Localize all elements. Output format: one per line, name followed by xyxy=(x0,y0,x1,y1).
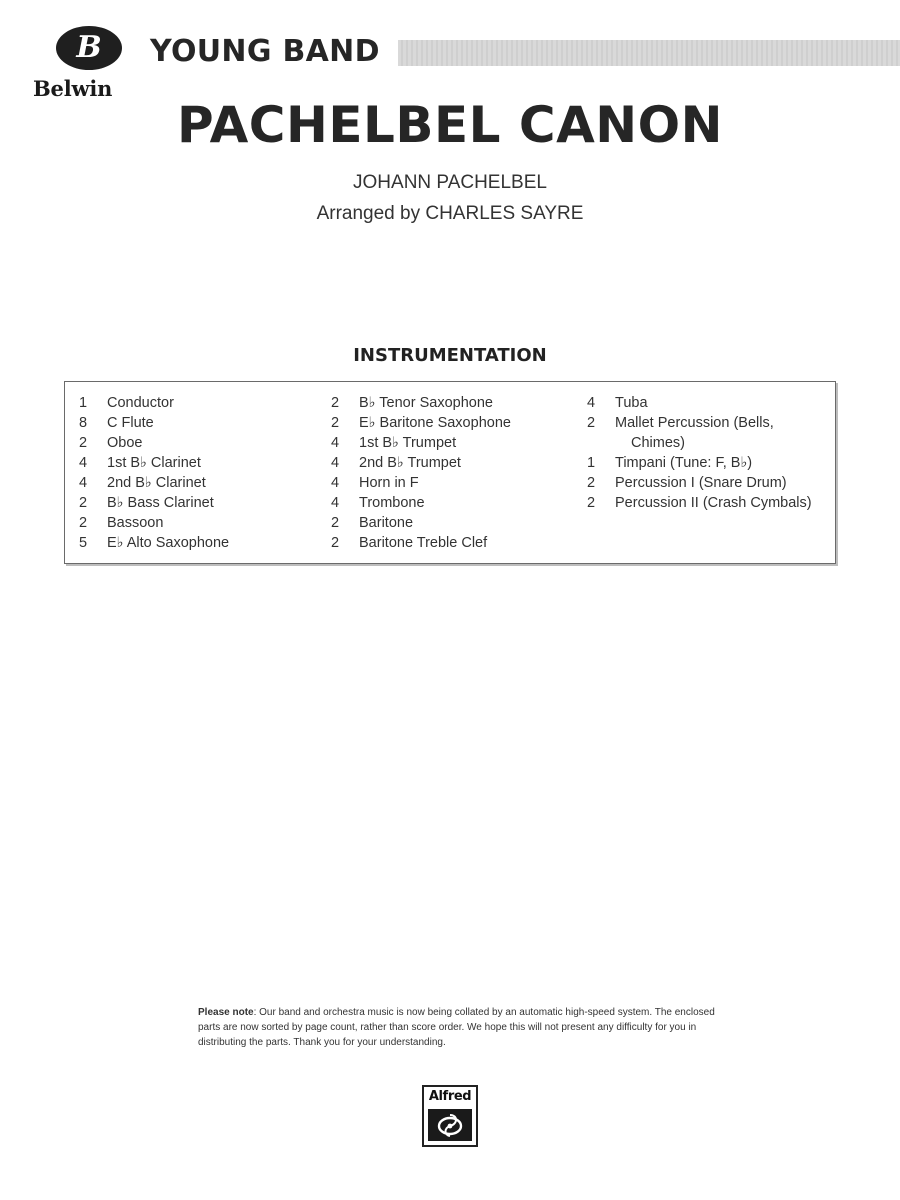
instrument-row xyxy=(79,393,329,413)
instrument-qty: 4 xyxy=(331,435,340,451)
page-title: PACHELBEL CANON xyxy=(177,96,723,154)
instrumentation-column-1 xyxy=(79,393,329,553)
treble-clef-icon xyxy=(431,1112,469,1138)
instrument-name: Percussion II (Crash Cymbals) xyxy=(615,495,812,511)
instrument-qty: 2 xyxy=(587,495,596,511)
instrument-name: C Flute xyxy=(107,415,154,431)
instrument-name: Baritone Treble Clef xyxy=(359,535,488,551)
instrument-qty: 2 xyxy=(79,495,88,511)
instrument-qty: 1 xyxy=(79,395,88,411)
instrument-name: B♭ Tenor Saxophone xyxy=(359,395,493,411)
instrument-row xyxy=(587,393,837,413)
instrument-name: B♭ Bass Clarinet xyxy=(107,495,214,511)
instrument-qty: 4 xyxy=(331,495,340,511)
publisher-name: Belwin xyxy=(33,76,113,101)
instrument-row xyxy=(331,453,581,473)
instrument-name-line2: Chimes) xyxy=(631,435,685,451)
instrument-qty: 4 xyxy=(79,475,88,491)
alfred-emblem-icon xyxy=(428,1109,472,1141)
instrument-row xyxy=(331,533,581,553)
instrument-qty: 2 xyxy=(331,415,340,431)
instrument-qty: 8 xyxy=(79,415,88,431)
instrument-row xyxy=(331,513,581,533)
instrument-row xyxy=(79,433,329,453)
instrument-name-line1: Mallet Percussion (Bells, xyxy=(615,415,774,431)
instrument-name: Tuba xyxy=(615,395,648,411)
belwin-logo xyxy=(30,24,150,104)
instrument-name: Conductor xyxy=(107,395,174,411)
instrument-qty: 4 xyxy=(331,475,340,491)
instrument-name: Trombone xyxy=(359,495,425,511)
instrument-row xyxy=(79,493,329,513)
series-label: YOUNG BAND xyxy=(150,34,380,69)
collation-note xyxy=(198,1005,718,1050)
instrument-qty: 2 xyxy=(587,475,596,491)
instrument-row xyxy=(331,473,581,493)
instrument-name xyxy=(615,413,837,453)
instrument-name: Baritone xyxy=(359,515,414,531)
instrument-row xyxy=(331,393,581,413)
instrument-name: 2nd B♭ Clarinet xyxy=(107,475,206,491)
instrument-row xyxy=(587,413,837,453)
belwin-emblem xyxy=(56,26,122,70)
instrument-name: Bassoon xyxy=(107,515,164,531)
arranger: Arranged by CHARLES SAYRE xyxy=(316,203,584,224)
instrumentation-column-3 xyxy=(587,393,837,513)
instrument-name: Horn in F xyxy=(359,475,419,491)
instrument-row xyxy=(79,453,329,473)
note-label: Please note xyxy=(198,1007,254,1018)
instrumentation-heading: INSTRUMENTATION xyxy=(353,345,547,366)
instrument-qty: 4 xyxy=(587,395,596,411)
instrument-row xyxy=(79,413,329,433)
instrument-name: 1st B♭ Trumpet xyxy=(359,435,457,451)
series-bar xyxy=(398,40,900,66)
instrument-qty: 5 xyxy=(79,535,88,551)
instrument-qty: 1 xyxy=(587,455,596,471)
instrument-name: E♭ Baritone Saxophone xyxy=(359,415,511,431)
instrument-row xyxy=(587,493,837,513)
instrument-qty: 4 xyxy=(79,455,88,471)
instrument-qty: 2 xyxy=(79,515,88,531)
instrumentation-box xyxy=(64,381,836,564)
alfred-logo xyxy=(422,1085,478,1147)
instrument-name: Timpani (Tune: F, B♭) xyxy=(615,455,753,471)
instrument-row xyxy=(331,433,581,453)
instrument-row xyxy=(331,493,581,513)
instrument-row xyxy=(79,513,329,533)
instrument-qty: 2 xyxy=(331,395,340,411)
instrument-name: Oboe xyxy=(107,435,143,451)
instrumentation-column-2 xyxy=(331,393,581,553)
instrument-row xyxy=(587,453,837,473)
note-text: : Our band and orchestra music is now being collated by an automatic high-speed system. The enclosed parts are now sorted by page count, rather than score order. We hope this will not present any difficulty for you in distributing the parts. Thank you for your understanding. xyxy=(198,1007,715,1048)
instrument-qty: 2 xyxy=(331,535,340,551)
belwin-emblem-letter: B xyxy=(76,30,102,65)
instrument-name: 2nd B♭ Trumpet xyxy=(359,455,461,471)
alfred-logo-text: Alfred xyxy=(428,1089,472,1104)
instrument-name: 1st B♭ Clarinet xyxy=(107,455,201,471)
instrument-qty: 4 xyxy=(331,455,340,471)
instrument-qty: 2 xyxy=(587,415,596,431)
instrument-name: Percussion I (Snare Drum) xyxy=(615,475,787,491)
instrument-row xyxy=(79,533,329,553)
composer: JOHANN PACHELBEL xyxy=(353,172,547,193)
instrument-row xyxy=(331,413,581,433)
instrument-row xyxy=(79,473,329,493)
instrument-qty: 2 xyxy=(79,435,88,451)
instrument-qty: 2 xyxy=(331,515,340,531)
instrument-name: E♭ Alto Saxophone xyxy=(107,535,230,551)
instrument-row xyxy=(587,473,837,493)
